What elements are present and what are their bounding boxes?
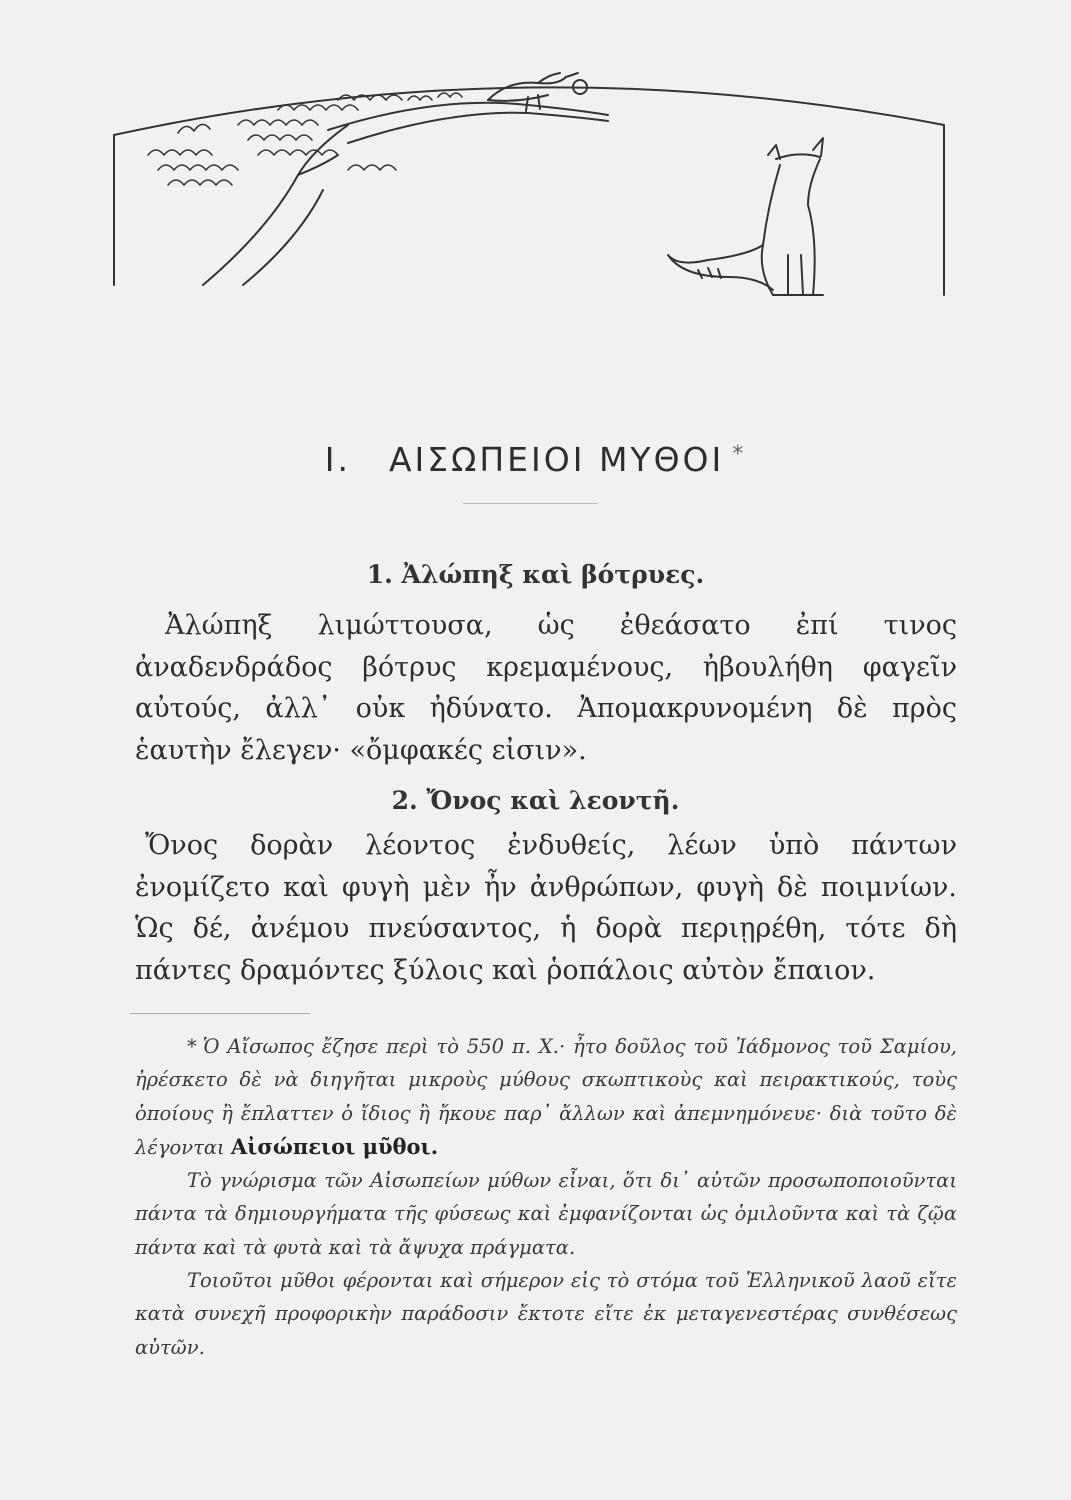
fable-text-1: Ἀλώπηξ λιμώττουσα, ὡς ἐθεάσατο ἐπί τινος ἀναδενδράδος βότρυς κρεμαμένους, ἠβουλήθη φαγεῖν αὐτούς, ἀλλ᾽ οὐκ ἠδύνατο. Ἀπομακρυνομένη δὲ πρὸς ἑαυτὴν ἔλεγεν· «ὄμφακές εἰσιν». <box>135 610 957 766</box>
footnote-paragraph-2: Τὸ γνώρισμα τῶν Αἰσωπείων μύθων εἶναι, ὅτι δι᾽ αὐτῶν προσωποποιοῦνται πάντα τὰ δημιουργήματα τῆς φύσεως καὶ ἐμφανίζονται ὡς ὁμιλοῦντα καὶ τὰ ζῷα πάντα καὶ τὰ φυτὰ καὶ τὰ ἄψυχα πράγματα. <box>135 1169 957 1259</box>
chapter-title <box>0 440 1071 479</box>
footnote-paragraph-3: Τοιοῦτοι μῦθοι φέρονται καὶ σήμερον εἰς τὸ στόμα τοῦ Ἑλληνικοῦ λαοῦ εἴτε κατὰ συνεχῆ προφορικὴν παράδοσιν ἔκτοτε εἴτε ἐκ μεταγενεστέρας συνθέσεως αὐτῶν. <box>135 1269 957 1359</box>
fox-and-crow-icon <box>108 55 950 305</box>
fable-text-2: Ὄνος δορὰν λέοντος ἐνδυθείς, λέων ὑπὸ πάντων ἐνομίζετο καὶ φυγὴ μὲν ἦν ἀνθρώπων, φυγὴ δὲ ποιμνίων. Ὡς δέ, ἀνέμου πνεύσαντος, ἡ δορὰ περιῃρέθη, τότε δὴ πάντες δραμόντες ξύλοις καὶ ῥοπάλοις αὐτὸν ἔπαιον. <box>135 830 957 986</box>
fable-heading-1: 1. Ἀλώπηξ καὶ βότρυες. <box>366 560 705 589</box>
footnote-mark: * <box>732 442 747 467</box>
chapter-number: I. <box>324 440 351 479</box>
footnote-marker: * <box>187 1035 197 1058</box>
footnote-text-1: Ὁ Αἴσωπος ἔζησε περὶ τὸ 550 π. Χ.· ἦτο δοῦλος τοῦ Ἰάδμονος τοῦ Σαμίου, ἠρέσκετο δὲ νὰ διηγῆται μικροὺς μύθους σκωπτικοὺς καὶ πειρακτικούς, τοὺς ὁποίους ἢ ἔπλαττεν ὁ ἴδιος ἢ ἤκουε παρ᾽ ἄλλων καὶ ἀπεμνημόνευε· διὰ τοῦτο δὲ λέγονται <box>135 1035 957 1159</box>
title-divider <box>463 503 598 504</box>
fable-heading-2: 2. Ὄνος καὶ λεοντῆ. <box>391 786 680 815</box>
chapter-name: ΑΙΣΩΠΕΙΟΙ ΜΥΘΟΙ <box>388 440 725 479</box>
footnote-bold-term: Αἰσώπειοι μῦθοι. <box>230 1133 439 1159</box>
footnote <box>135 1030 957 1364</box>
footnote-divider <box>130 1013 310 1014</box>
footnote-paragraph-1 <box>135 1030 957 1164</box>
